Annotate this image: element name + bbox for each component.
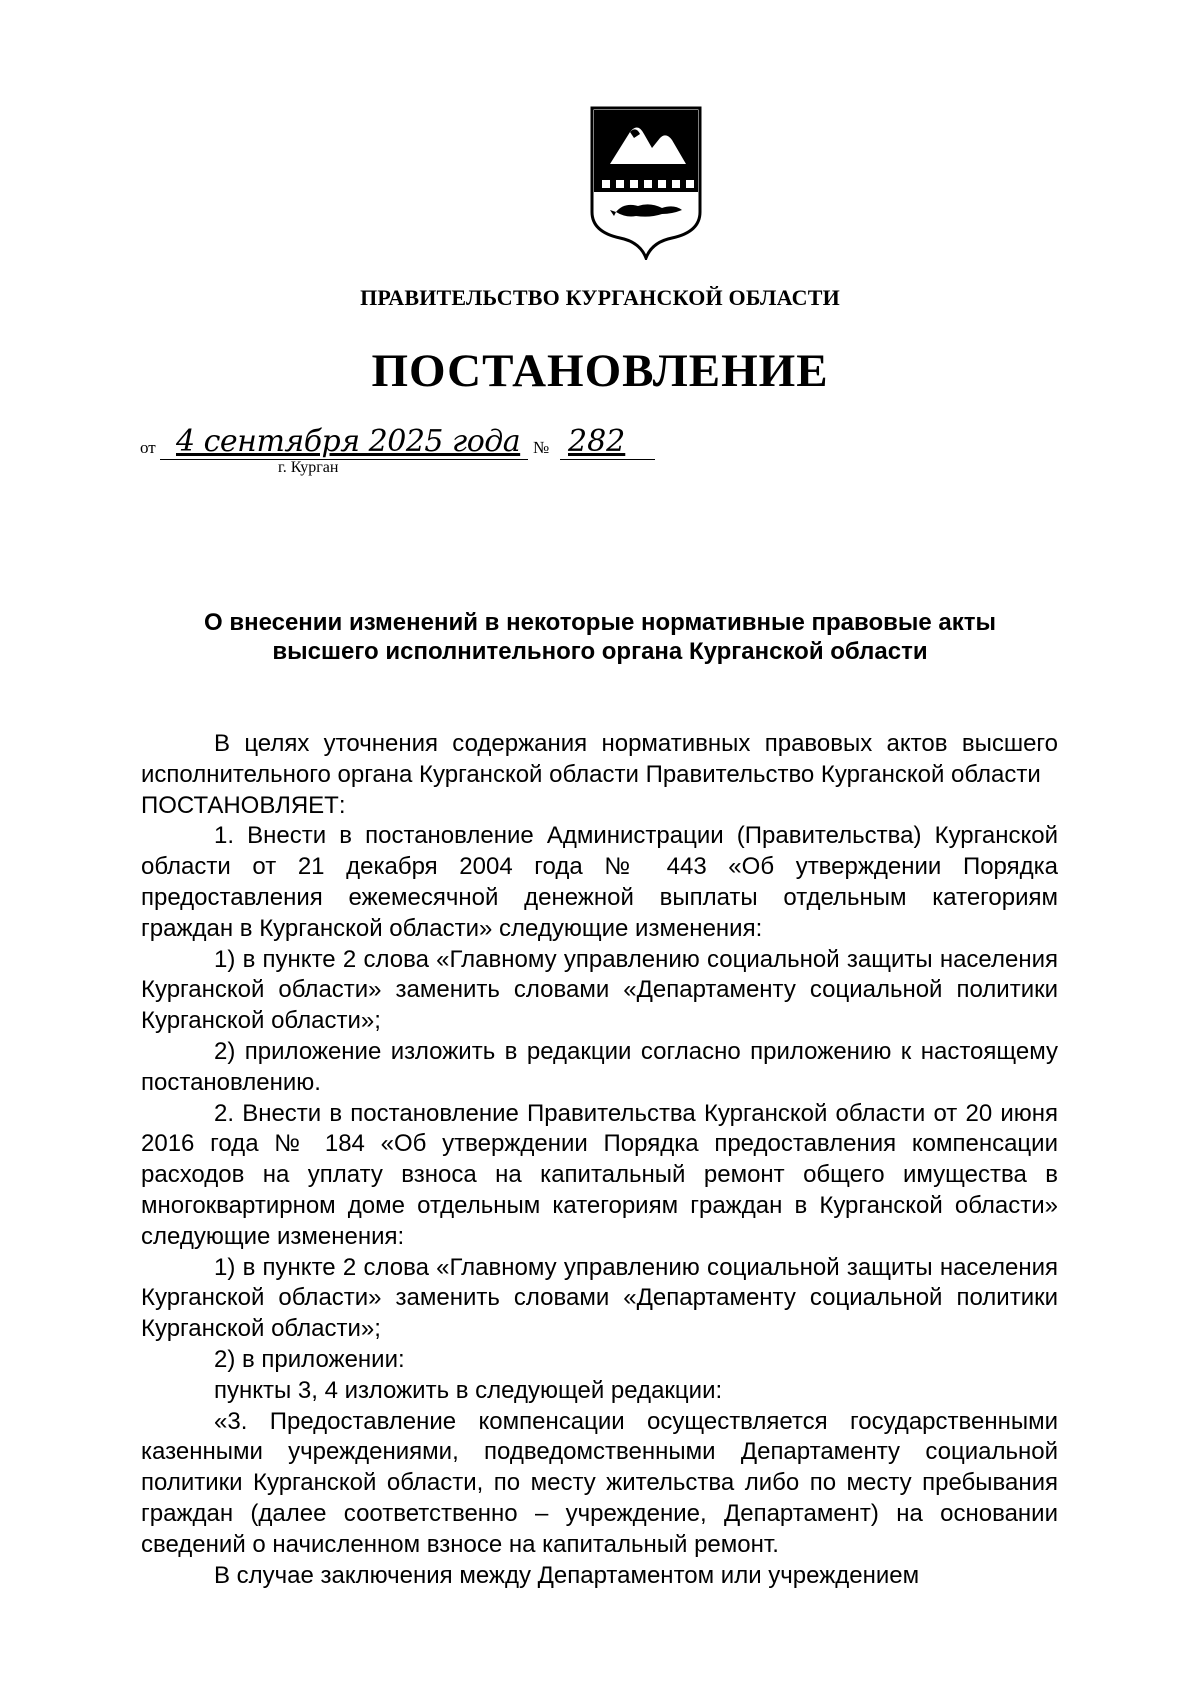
paragraph-1: 1. Внести в постановление Администрации (Правительства) Курганской области от 21 декабря 2004 года № 443 «Об утверждении Порядка предоставления ежемесячной денежной выплаты отдельным категориям граждан в Курганской области» следующие изменения:	[141, 822, 1058, 942]
resolves-paragraph: ПОСТАНОВЛЯЕТ:	[141, 791, 346, 819]
title-line-1: О внесении изменений в некоторые нормативные правовые акты	[203, 609, 996, 636]
title-line-2: высшего исполнительного органа Курганской области	[272, 638, 928, 665]
handwritten-number: 282	[568, 424, 626, 459]
date-from-label: от	[140, 438, 156, 457]
coat-of-arms-emblem	[588, 104, 704, 260]
date-number-line	[140, 424, 700, 468]
city-label: г. Курган	[278, 459, 339, 476]
document-body	[141, 729, 1058, 1591]
paragraph-2-2a: пункты 3, 4 изложить в следующей редакции:	[214, 1376, 723, 1404]
paragraph-1-1: 1) в пункте 2 слова «Главному управлению социальной защиты населения Курганской области» заменить словами «Департаменту социальной политики Курганской области»;	[141, 945, 1058, 1035]
handwritten-date: 4 сентября 2025 года	[176, 424, 521, 459]
document-title	[140, 608, 1060, 666]
paragraph-2-1: 1) в пункте 2 слова «Главному управлению социальной защиты населения Курганской области» заменить словами «Департаменту социальной политики Курганской области»;	[141, 1253, 1058, 1343]
paragraph-2-2: 2) в приложении:	[214, 1345, 405, 1373]
organization-name: ПРАВИТЕЛЬСТВО КУРГАНСКОЙ ОБЛАСТИ	[360, 285, 840, 310]
number-underline	[560, 459, 655, 460]
paragraph-2-3: «3. Предоставление компенсации осуществляется государственными казенными учреждениями, подведомственными Департаменту социальной политики Курганской области, по месту жительства либо по месту пребывания граждан (далее соответственно – учреждение, Департамент) на основании сведений о начисленном взносе на капитальный ремонт.	[141, 1407, 1058, 1558]
paragraph-2: 2. Внести в постановление Правительства Курганской области от 20 июня 2016 года № 184 «Об утверждении Порядка предоставления компенсации расходов на уплату взноса на капитальный ремонт общего имущества в многоквартирном доме отдельным категориям граждан в Курганской области» следующие изменения:	[141, 1099, 1058, 1250]
paragraph-2-4: В случае заключения между Департаментом или учреждением	[214, 1561, 920, 1589]
paragraph-1-2: 2) приложение изложить в редакции согласно приложению к настоящему постановлению.	[141, 1037, 1058, 1096]
intro-paragraph: В целях уточнения содержания нормативных правовых актов высшего исполнительного органа Курганской области Правительство Курганской области	[141, 730, 1058, 788]
number-label: №	[533, 438, 550, 457]
document-type-heading: ПОСТАНОВЛЕНИЕ	[371, 345, 829, 397]
date-underline	[160, 459, 528, 460]
coat-of-arms-icon	[588, 104, 704, 260]
